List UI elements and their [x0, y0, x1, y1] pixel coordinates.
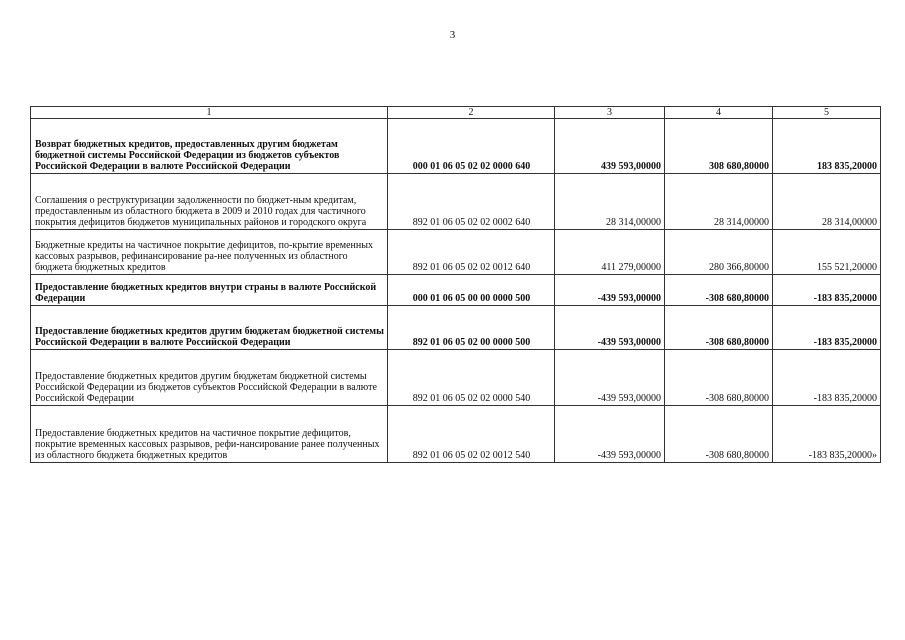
- row-value-2012: 280 366,80000: [665, 230, 773, 275]
- row-name: Предоставление бюджетных кредитов на частичное покрытие дефицитов, покрытие временных кассовых разрывов, рефи-нансирование ранее полученных из областного бюджета бюджетных кредитов: [31, 406, 388, 463]
- row-value-2011: -439 593,00000: [555, 275, 665, 306]
- budget-sources-table: [30, 106, 881, 463]
- row-value-2013: 28 314,00000: [773, 174, 881, 230]
- row-name: Бюджетные кредиты на частичное покрытие дефицитов, по-крытие временных кассовых разрывов, рефинансирование ра-нее полученных из областного бюджета бюджетных кредитов: [31, 230, 388, 275]
- row-value-2012: -308 680,80000: [665, 406, 773, 463]
- row-code: 892 01 06 05 02 02 0002 640: [388, 174, 555, 230]
- row-value-2011: -439 593,00000: [555, 350, 665, 406]
- table-row: [31, 230, 881, 275]
- row-value-2011: 411 279,00000: [555, 230, 665, 275]
- column-header: 5: [773, 107, 881, 119]
- row-value-2013: 183 835,20000: [773, 119, 881, 174]
- row-value-2012: -308 680,80000: [665, 275, 773, 306]
- row-name: Предоставление бюджетных кредитов внутри страны в валюте Российской Федерации: [31, 275, 388, 306]
- column-header: 2: [388, 107, 555, 119]
- row-code: 000 01 06 05 00 00 0000 500: [388, 275, 555, 306]
- row-value-2011: 439 593,00000: [555, 119, 665, 174]
- row-value-2011: 28 314,00000: [555, 174, 665, 230]
- row-value-2013: -183 835,20000: [773, 306, 881, 350]
- row-code: 892 01 06 05 02 02 0000 540: [388, 350, 555, 406]
- column-header: 4: [665, 107, 773, 119]
- row-value-2012: -308 680,80000: [665, 306, 773, 350]
- row-code: 892 01 06 05 02 02 0012 540: [388, 406, 555, 463]
- row-value-2011: -439 593,00000: [555, 306, 665, 350]
- row-code: 000 01 06 05 02 02 0000 640: [388, 119, 555, 174]
- table-row: [31, 119, 881, 174]
- row-name: Соглашения о реструктуризации задолженности по бюджет-ным кредитам, предоставленным из областного бюджета в 2009 и 2010 годах для частичного покрытия дефицитов бюджетов муниципальных районов и городского округа: [31, 174, 388, 230]
- row-value-2012: 28 314,00000: [665, 174, 773, 230]
- row-value-2013: 155 521,20000: [773, 230, 881, 275]
- row-value-2012: 308 680,80000: [665, 119, 773, 174]
- table-row: [31, 275, 881, 306]
- row-value-2011: -439 593,00000: [555, 406, 665, 463]
- table-row: [31, 406, 881, 463]
- row-value-2013: -183 835,20000: [773, 350, 881, 406]
- column-header: 3: [555, 107, 665, 119]
- table-row: [31, 350, 881, 406]
- row-name: Предоставление бюджетных кредитов другим бюджетам бюджетной системы Российской Федерации в валюте Российской Федерации: [31, 306, 388, 350]
- row-code: 892 01 06 05 02 02 0012 640: [388, 230, 555, 275]
- page-number: 3: [449, 29, 456, 41]
- row-name: Возврат бюджетных кредитов, предоставленных другим бюджетам бюджетной системы Российской Федерации из бюджетов субъектов Российской Федерации в валюте Российской Федерации: [31, 119, 388, 174]
- row-name: Предоставление бюджетных кредитов другим бюджетам бюджетной системы Российской Федерации из бюджетов субъектов Российской Федерации в валюте Российской Федерации: [31, 350, 388, 406]
- row-value-2013: -183 835,20000: [773, 275, 881, 306]
- row-value-2012: -308 680,80000: [665, 350, 773, 406]
- column-header: 1: [31, 107, 388, 119]
- row-code: 892 01 06 05 02 00 0000 500: [388, 306, 555, 350]
- table-header-row: [31, 107, 881, 119]
- row-value-2013: -183 835,20000»: [773, 406, 881, 463]
- table-row: [31, 174, 881, 230]
- table-row: [31, 306, 881, 350]
